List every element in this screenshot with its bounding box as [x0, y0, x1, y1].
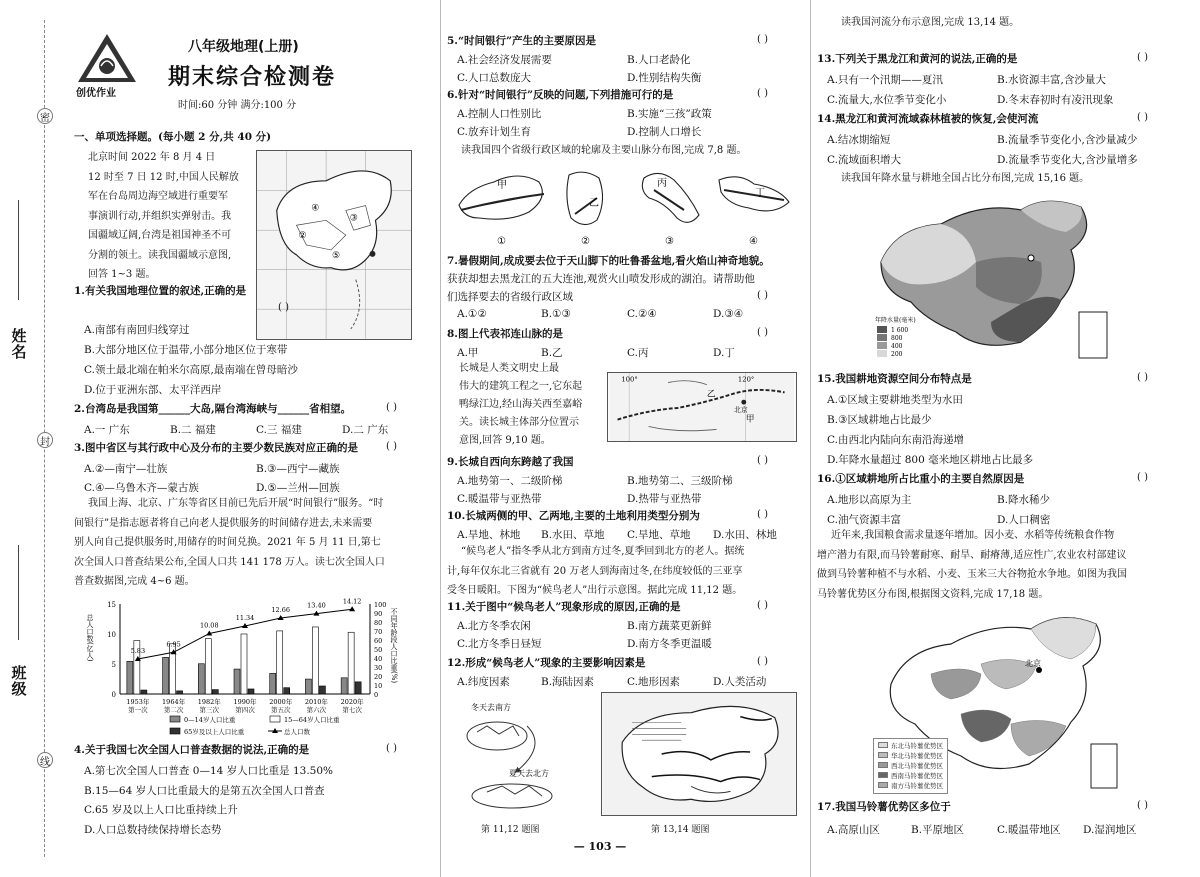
prov-label-yi: 乙 — [589, 198, 599, 209]
caption-q13-14: 第 13,14 题图 — [651, 825, 710, 835]
intro-snowbird — [447, 542, 799, 601]
prov-label-ding: 丁 — [755, 188, 765, 199]
wall-label-yi: 乙 — [706, 389, 716, 400]
q17-option-d[interactable]: D.湿润地区 — [1083, 824, 1137, 836]
q12-stem: 12.形成“候鸟老人”现象的主要影响因素是 — [447, 657, 646, 669]
legend-label: 0—14岁人口比重 — [184, 716, 236, 724]
q16-option-c[interactable]: C.油气资源丰富 — [827, 514, 901, 526]
right-tick-label: 90 — [374, 610, 383, 618]
q4-option-c[interactable]: C.65 岁及以上人口比重持续上升 — [84, 804, 238, 816]
x-tick-label: 第七次 — [342, 706, 362, 714]
legend-label: 65岁及以上人口比重 — [184, 728, 245, 736]
legend-swatch — [170, 728, 180, 734]
q17-option-c[interactable]: C.暖温带地区 — [997, 824, 1061, 836]
q8-answer-slot[interactable]: ( ) — [757, 327, 768, 338]
q8-stem: 8.图上代表祁连山脉的是 — [447, 328, 563, 340]
q9-option-d[interactable]: D.热带与亚热带 — [627, 493, 702, 505]
intro-line: 意图,回答 9,10 题。 — [459, 435, 551, 446]
intro-line: 分割的领土。读我国疆域示意图, — [88, 249, 232, 261]
class-label: 班级 — [11, 664, 27, 698]
right-tick-label: 0 — [374, 691, 379, 699]
q9-option-b[interactable]: B.地势第二、三级阶梯 — [627, 475, 733, 487]
q6-stem: 6.针对“时间银行”反映的问题,下列措施可行的是 — [447, 89, 674, 101]
wall-lon-100: 100° — [621, 375, 638, 384]
name-label: 姓名 — [11, 327, 27, 361]
x-tick-label: 第四次 — [235, 706, 255, 714]
potato-legend-label: 东北马铃薯优势区 — [891, 742, 943, 750]
q4-option-d[interactable]: D.人口总数持续保持增长态势 — [84, 824, 222, 836]
bird-label-south: 冬天去南方 — [471, 703, 511, 712]
q8-option-a[interactable]: A.甲 — [457, 347, 479, 359]
intro-line: 别人向自己提供服务时,用储存的时间兑换。2021 年 5 月 11 日,第七 — [74, 537, 381, 548]
intro-line: 伟大的建筑工程之一,它东起 — [459, 381, 583, 392]
q7-stem-1: 7.暑假期间,成成要去位于天山脚下的吐鲁番盆地,看火焰山神奇地貌。 — [447, 255, 770, 267]
bar-working — [348, 632, 354, 694]
exam-title: 期末综合检测卷 — [168, 65, 337, 90]
q11-option-c[interactable]: C.北方冬季日昼短 — [457, 638, 542, 650]
column-left — [70, 0, 428, 877]
prov-num-2: ② — [581, 236, 590, 247]
bar-elderly — [177, 691, 183, 694]
rain-legend-200: 200 — [891, 351, 903, 358]
q17-stem: 17.我国马铃薯优势区多位于 — [817, 801, 951, 813]
q13-option-d[interactable]: D.冬末春初时有凌汛现象 — [997, 94, 1114, 106]
wall-label-beijing: 北京 — [734, 405, 748, 414]
bar-young — [198, 664, 204, 694]
intro-line: 长城是人类文明史上最 — [459, 363, 559, 374]
x-tick-label: 1953年 — [126, 698, 150, 706]
q13-option-b[interactable]: B.水资源丰富,含沙量大 — [997, 74, 1106, 86]
q11-stem: 11.关于图中“候鸟老人”现象形成的原因,正确的是 — [447, 601, 681, 613]
prov-num-3: ③ — [665, 236, 674, 247]
x-tick-label: 2010年 — [304, 698, 328, 706]
left-tick-label: 15 — [107, 601, 116, 609]
intro-line: “候鸟老人”指冬季从北方到南方过冬,夏季回到北方的老人。据统 — [461, 546, 745, 557]
q12-answer-slot[interactable]: ( ) — [757, 656, 768, 667]
q11-option-b[interactable]: B.南方蔬菜更新鲜 — [627, 620, 712, 632]
q2-option-d[interactable]: D.二 广东 — [342, 424, 389, 436]
right-tick-label: 40 — [374, 655, 383, 663]
right-tick-label: 100 — [374, 601, 387, 609]
binding-margin — [0, 0, 62, 877]
q4-stem: 4.关于我国七次全国人口普查数据的说法,正确的是 — [74, 744, 310, 756]
q6-option-a[interactable]: A.控制人口性别比 — [457, 108, 542, 120]
q9-answer-slot[interactable]: ( ) — [757, 455, 768, 466]
right-tick-label: 10 — [374, 682, 383, 690]
rainfall-map — [871, 192, 1111, 366]
q2-stem: 2.台湾岛是我国第______大岛,隔台湾海峡与______省相望。 — [74, 403, 352, 415]
intro-line: 做到马铃薯种植不与水稻、小麦、玉米三大谷物抢水争地。如图为我国 — [817, 569, 1127, 580]
q5-option-d[interactable]: D.性别结构失衡 — [627, 72, 702, 84]
q4-option-b[interactable]: B.15—64 岁人口比重最大的是第五次全国人口普查 — [84, 785, 325, 797]
q13-stem: 13.下列关于黑龙江和黄河的说法,正确的是 — [817, 53, 1018, 65]
section-heading: 一、单项选择题。(每小题 2 分,共 40 分) — [74, 131, 272, 143]
rain-legend-800: 800 — [891, 335, 903, 342]
legend-label: 总人口数 — [284, 728, 310, 736]
intro-line: 计,每年仅东北三省就有 20 万老人到海南过冬,在纬度较低的三亚享 — [447, 565, 743, 577]
population-data-label: 10.08 — [199, 621, 219, 630]
bar-working — [205, 639, 211, 694]
q11-option-a[interactable]: A.北方冬季农闲 — [457, 620, 531, 632]
page-number: — 103 — — [573, 840, 627, 853]
exam-info: 时间:60 分钟 满分:100 分 — [178, 100, 297, 111]
q9-option-c[interactable]: C.暖温带与亚热带 — [457, 493, 542, 505]
intro-time-bank — [74, 494, 424, 592]
right-tick-label: 80 — [374, 619, 383, 627]
q17-option-a[interactable]: A.高原山区 — [827, 824, 880, 836]
legend-label: 15—64岁人口比重 — [284, 716, 340, 724]
bar-young — [270, 673, 276, 694]
svg-text:④: ④ — [311, 203, 320, 214]
q5-option-a[interactable]: A.社会经济发展需要 — [457, 54, 552, 66]
wall-lon-120: 120° — [737, 375, 755, 384]
intro-line: 间银行”是指志愿者将自己向老人提供服务的时间储存进去,未来需要 — [74, 517, 373, 529]
q11-option-d[interactable]: D.南方冬季更温暖 — [627, 638, 712, 650]
intro-line: 军在台岛周边海空域进行重要军 — [88, 191, 228, 202]
q2-option-a[interactable]: A.一 广东 — [84, 424, 130, 436]
q15-answer-slot[interactable]: ( ) — [1137, 372, 1148, 383]
logo-text: 创优作业 — [76, 88, 116, 99]
q8-option-d[interactable]: D.丁 — [713, 347, 735, 359]
seal-mark-mi: 密 — [37, 108, 53, 124]
intro-line: 次全国人口普查结果公布,全国人口共 141 178 万人。读七次全国人口 — [74, 556, 385, 568]
q4-option-a[interactable]: A.第七次全国人口普查 0—14 岁人口比重是 13.50% — [84, 765, 334, 777]
rainfall-legend — [875, 316, 916, 358]
potato-label-beijing: 北京 — [1025, 659, 1041, 668]
population-data-label: 11.34 — [235, 613, 255, 622]
left-tick-label: 5 — [111, 661, 116, 669]
bar-young — [163, 657, 169, 694]
bar-working — [241, 634, 247, 694]
exam-subtitle: 八年级地理(上册) — [188, 39, 299, 55]
population-data-label: 5.83 — [130, 647, 146, 656]
y-axis-label: 总人口数(亿人) — [86, 614, 94, 662]
q3-answer-slot[interactable]: ( ) — [386, 441, 397, 452]
potato-legend-label: 西南马铃薯优势区 — [891, 772, 943, 780]
potato-legend-item — [878, 761, 943, 771]
q14-option-d[interactable]: D.流量季节变化大,含沙量增多 — [997, 154, 1138, 166]
q2-option-c[interactable]: C.三 福建 — [256, 424, 302, 436]
province-outlines — [449, 160, 799, 248]
q10-stem: 10.长城两侧的甲、乙两地,主要的土地利用类型分别为 — [447, 510, 700, 522]
intro-line: 事演训行动,并组织实弹射击。我 — [88, 210, 232, 222]
q2-option-b[interactable]: B.二 福建 — [170, 424, 216, 436]
svg-text:②: ② — [298, 231, 307, 242]
q1-option-a[interactable]: A.南部有南回归线穿过 — [84, 324, 190, 336]
intro-line: 12 时至 7 日 12 时,中国人民解放 — [88, 171, 239, 183]
left-tick-label: 10 — [107, 631, 116, 639]
intro-great-wall — [459, 360, 609, 450]
q16-option-b[interactable]: B.降水稀少 — [997, 494, 1051, 506]
column-middle — [440, 0, 800, 877]
q9-option-a[interactable]: A.地势第一、二级阶梯 — [457, 475, 563, 487]
q15-option-b[interactable]: B.③区域耕地占比最少 — [827, 414, 932, 426]
x-tick-label: 第五次 — [270, 706, 291, 714]
q14-option-c[interactable]: C.流域面积增大 — [827, 154, 901, 166]
intro-rainfall: 读我国年降水量与耕地全国占比分布图,完成 15,16 题。 — [841, 173, 1090, 184]
seal-mark-xian: 线 — [37, 752, 53, 768]
column-right — [810, 0, 1182, 877]
right-tick-label: 20 — [374, 673, 383, 681]
intro-line: 鸭绿江边,经山海关西至嘉峪 — [459, 399, 583, 410]
legend-swatch — [170, 716, 180, 722]
right-tick-label: 30 — [374, 664, 383, 672]
q14-stem: 14.黑龙江和黄河流域森林植被的恢复,会使河流 — [817, 113, 1039, 125]
name-line — [18, 200, 19, 300]
q7-option-c[interactable]: C.②④ — [627, 308, 657, 320]
q1-option-d[interactable]: D.位于亚洲东部、太平洋西岸 — [84, 384, 222, 396]
intro-line: 近年来,我国粮食需求量逐年增加。因小麦、水稻等传统粮食作物 — [831, 530, 1115, 541]
q7-option-b[interactable]: B.①③ — [541, 308, 571, 320]
q17-option-b[interactable]: B.平原地区 — [911, 824, 965, 836]
bar-elderly — [248, 689, 254, 694]
census-chart — [80, 596, 420, 741]
q17-answer-slot[interactable]: ( ) — [1137, 800, 1148, 811]
q13-option-a[interactable]: A.只有一个汛期——夏汛 — [827, 74, 943, 86]
q6-option-b[interactable]: B.实施“三孩”政策 — [627, 108, 712, 120]
intro-line: 增产潜力有限,而马铃薯耐寒、耐旱、耐瘠薄,适应性广,农业农村部建议 — [817, 549, 1127, 561]
q7-option-a[interactable]: A.①② — [457, 308, 487, 320]
rain-legend-1600: 1 600 — [891, 327, 909, 334]
q7-stem-3: 们选择要去的省级行政区域 — [447, 291, 573, 303]
intro-line: 受冬日暖阳。下图为“候鸟老人”出行示意图。据此完成 11,12 题。 — [447, 585, 743, 596]
x-tick-label: 1990年 — [233, 698, 257, 706]
right-tick-label: 70 — [374, 628, 383, 636]
q8-option-b[interactable]: B.乙 — [541, 347, 563, 359]
q16-option-a[interactable]: A.地形以高原为主 — [827, 494, 912, 506]
q3-option-b[interactable]: B.③—西宁—藏族 — [256, 463, 340, 475]
x-tick-label: 第六次 — [306, 706, 327, 714]
intro-provinces: 读我国四个省级行政区域的轮廓及主要山脉分布图,完成 7,8 题。 — [461, 145, 747, 156]
rain-legend-400: 400 — [891, 343, 903, 350]
q6-answer-slot[interactable]: ( ) — [757, 88, 768, 99]
x-tick-label: 第二次 — [163, 706, 184, 714]
q1-answer-slot[interactable]: ( ) — [278, 302, 289, 313]
q5-option-c[interactable]: C.人口总数庞大 — [457, 72, 531, 84]
svg-text:⑤: ⑤ — [332, 250, 340, 261]
great-wall-map — [607, 372, 797, 442]
q14-answer-slot[interactable]: ( ) — [1137, 112, 1148, 123]
x-tick-label: 第三次 — [199, 706, 220, 714]
q10-option-c[interactable]: C.旱地、草地 — [627, 529, 691, 541]
q7-option-d[interactable]: D.③④ — [713, 308, 744, 320]
q13-answer-slot[interactable]: ( ) — [1137, 52, 1148, 63]
prov-num-1: ① — [497, 236, 506, 247]
q15-option-c[interactable]: C.由西北内陆向东南沿海递增 — [827, 434, 964, 446]
x-tick-label: 2020年 — [340, 698, 364, 706]
x-tick-label: 第一次 — [128, 706, 148, 714]
q1-stem: 1.有关我国地理位置的叙述,正确的是 — [74, 285, 247, 297]
q3-option-a[interactable]: A.②—南宁—壮族 — [84, 463, 168, 475]
bar-working — [312, 627, 318, 694]
q12-option-d[interactable]: D.人类活动 — [713, 676, 767, 688]
q12-option-a[interactable]: A.纬度因素 — [457, 676, 510, 688]
q16-stem: 16.①区域耕地所占比重小的主要自然原因是 — [817, 473, 1025, 485]
intro-potato — [817, 526, 1181, 604]
q11-answer-slot[interactable]: ( ) — [757, 600, 768, 611]
intro-line: 关。读长城主体部分位置示 — [459, 417, 579, 428]
intro-rivers: 读我国河流分布示意图,完成 13,14 题。 — [841, 17, 1020, 28]
x-tick-label: 1982年 — [197, 698, 221, 706]
q7-stem-2: 获获却想去黑龙江的五大连池,观赏火山喷发形成的湖泊。请帮助他 — [447, 273, 755, 285]
q9-stem: 9.长城自西向东跨越了我国 — [447, 456, 574, 468]
svg-text:③: ③ — [349, 213, 358, 224]
intro-line: 回答 1~3 题。 — [88, 269, 156, 280]
potato-legend-label: 西北马铃薯优势区 — [891, 762, 943, 770]
q2-answer-slot[interactable]: ( ) — [386, 402, 397, 413]
q10-answer-slot[interactable]: ( ) — [757, 509, 768, 520]
left-tick-label: 0 — [111, 691, 116, 699]
wall-label-jia: 甲 — [745, 414, 755, 425]
bar-working — [277, 631, 283, 694]
q5-answer-slot[interactable]: ( ) — [757, 34, 768, 45]
river-map — [601, 692, 797, 816]
bird-label-north: 夏天去北方 — [509, 769, 549, 778]
q1-option-b[interactable]: B.大部分地区位于温带,小部分地区位于寒带 — [84, 344, 288, 356]
bar-young — [341, 678, 347, 694]
q10-option-d[interactable]: D.水田、林地 — [713, 529, 777, 541]
x-tick-label: 1964年 — [162, 698, 186, 706]
legend-swatch — [270, 716, 280, 722]
potato-legend-item — [878, 771, 943, 781]
prov-num-4: ④ — [749, 236, 758, 247]
right-tick-label: 60 — [374, 637, 383, 645]
snowbird-illustration — [457, 696, 577, 814]
prov-label-bing: 丙 — [657, 178, 667, 189]
q6-option-d[interactable]: D.控制人口增长 — [627, 126, 702, 138]
q16-answer-slot[interactable]: ( ) — [1137, 472, 1148, 483]
population-point — [349, 606, 355, 611]
q15-option-d[interactable]: D.年降水量超过 800 毫米地区耕地占比最多 — [827, 454, 1034, 466]
potato-legend-item — [878, 781, 943, 791]
y2-axis-label: 不同年龄段人口比重(%) — [390, 608, 398, 684]
intro-taiwan — [88, 148, 258, 285]
bar-young — [234, 669, 240, 694]
bar-young — [305, 679, 311, 694]
q15-stem: 15.我国耕地资源空间分布特点是 — [817, 373, 972, 385]
rain-legend-title: 年降水量(毫米) — [875, 317, 916, 324]
bar-elderly — [319, 686, 325, 694]
q5-option-b[interactable]: B.人口老龄化 — [627, 54, 691, 66]
population-data-label: 6.95 — [166, 640, 181, 649]
q7-answer-slot[interactable]: ( ) — [757, 290, 768, 301]
bar-young — [127, 661, 133, 694]
population-data-label: 13.40 — [307, 601, 326, 610]
right-tick-label: 50 — [374, 646, 383, 654]
potato-legend-label: 华北马铃薯优势区 — [891, 752, 943, 760]
intro-line: 国疆域辽阔,台湾是祖国神圣不可 — [88, 230, 232, 241]
q16-option-d[interactable]: D.人口稠密 — [997, 514, 1051, 526]
q10-option-a[interactable]: A.旱地、林地 — [457, 529, 521, 541]
prov-label-jia: 甲 — [497, 180, 507, 191]
potato-legend-label: 南方马铃薯优势区 — [891, 782, 943, 790]
q4-answer-slot[interactable]: ( ) — [386, 743, 397, 754]
q3-option-d[interactable]: D.⑤—兰州—回族 — [256, 482, 340, 494]
bar-elderly — [284, 688, 290, 694]
q12-option-c[interactable]: C.地形因素 — [627, 676, 680, 688]
bar-elderly — [141, 690, 147, 694]
q12-option-b[interactable]: B.海陆因素 — [541, 676, 595, 688]
q15-option-a[interactable]: A.①区域主要耕地类型为水田 — [827, 394, 963, 406]
q1-option-c[interactable]: C.领土最北端在帕米尔高原,最南端在曾母暗沙 — [84, 364, 298, 376]
q3-stem: 3.图中省区与其行政中心及分布的主要少数民族对应正确的是 — [74, 442, 358, 454]
q8-option-c[interactable]: C.丙 — [627, 347, 649, 359]
q6-option-c[interactable]: C.放弃计划生育 — [457, 126, 531, 138]
q14-option-b[interactable]: B.流量季节变化小,含沙量减少 — [997, 134, 1138, 146]
population-data-label: 14.12 — [342, 597, 362, 606]
q13-option-c[interactable]: C.流量大,水位季节变化小 — [827, 94, 947, 106]
caption-q11-12: 第 11,12 题图 — [481, 825, 540, 835]
bar-elderly — [212, 690, 218, 694]
bar-elderly — [355, 682, 361, 694]
class-line — [18, 545, 19, 640]
intro-line: 北京时间 2022 年 8 月 4 日 — [88, 152, 216, 163]
q5-stem: 5.“时间银行”产生的主要原因是 — [447, 35, 597, 47]
x-tick-label: 2000年 — [269, 698, 293, 706]
q14-option-a[interactable]: A.结冰期缩短 — [827, 134, 891, 146]
q3-option-c[interactable]: C.④—乌鲁木齐—蒙古族 — [84, 482, 199, 494]
potato-legend — [873, 738, 948, 794]
intro-line: 马铃薯优势区分布图,根据图文资料,完成 17,18 题。 — [817, 588, 1049, 600]
q10-option-b[interactable]: B.水田、草地 — [541, 529, 605, 541]
intro-line: 普查数据图,完成 4~6 题。 — [74, 576, 195, 587]
potato-legend-item — [878, 751, 943, 761]
intro-line: 我国上海、北京、广东等省区目前已先后开展“时间银行”服务。“时 — [88, 498, 384, 509]
potato-legend-item — [878, 741, 943, 751]
population-data-label: 12.66 — [271, 606, 291, 615]
seal-mark-feng: 封 — [37, 432, 53, 448]
